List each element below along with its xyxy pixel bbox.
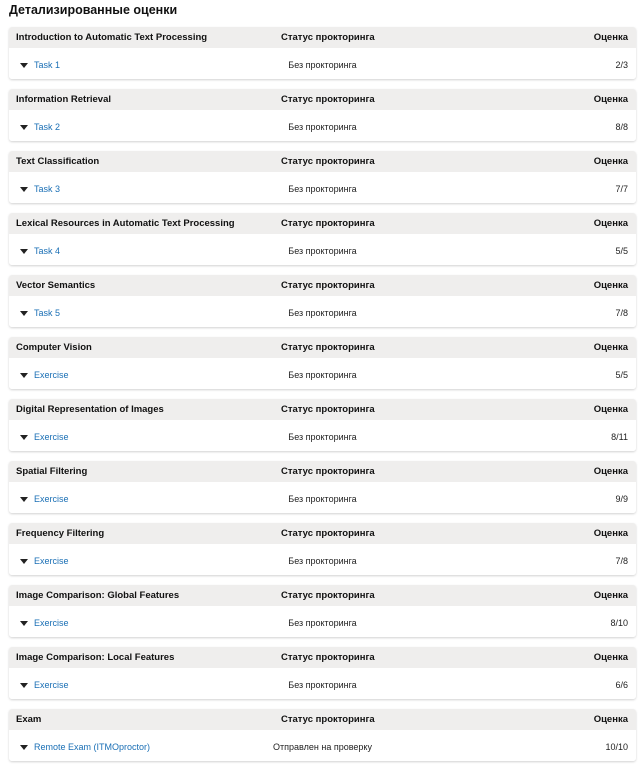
grade-column-header: Оценка — [593, 528, 628, 539]
proctoring-status: Без прокторинга — [288, 618, 357, 628]
grade-column-header: Оценка — [593, 714, 628, 725]
task-link[interactable]: Exercise — [34, 370, 69, 380]
grade-value: 8/11 — [611, 432, 628, 442]
task-row — [9, 358, 636, 389]
status-column-header: Статус прокторинга — [281, 94, 375, 105]
proctoring-status: Без прокторинга — [288, 60, 357, 70]
grade-section — [9, 275, 636, 327]
grade-section — [9, 151, 636, 203]
task-toggle[interactable] — [20, 308, 60, 318]
grade-section — [9, 461, 636, 513]
grade-column-header: Оценка — [593, 94, 628, 105]
section-header — [9, 709, 636, 730]
grade-section — [9, 647, 636, 699]
grade-value: 5/5 — [615, 370, 628, 380]
proctoring-status: Без прокторинга — [288, 184, 357, 194]
grade-column-header: Оценка — [593, 590, 628, 601]
section-title: Frequency Filtering — [16, 528, 105, 539]
proctoring-status: Без прокторинга — [288, 246, 357, 256]
grade-section — [9, 27, 636, 79]
task-link[interactable]: Task 3 — [34, 184, 61, 194]
status-column-header: Статус прокторинга — [281, 714, 375, 725]
grade-section — [9, 709, 636, 761]
task-link[interactable]: Task 1 — [34, 60, 61, 70]
page-title: Детализированные оценки — [9, 3, 178, 17]
task-link[interactable]: Remote Exam (ITMOproctor) — [34, 742, 151, 752]
caret-down-icon — [20, 497, 28, 502]
grade-value: 8/10 — [610, 618, 628, 628]
grade-value: 7/8 — [615, 556, 628, 566]
status-column-header: Статус прокторинга — [281, 280, 375, 291]
task-toggle[interactable] — [20, 370, 69, 380]
grade-value: 5/5 — [615, 246, 628, 256]
section-title: Image Comparison: Global Features — [16, 590, 180, 601]
grade-value: 2/3 — [615, 60, 628, 70]
proctoring-status: Без прокторинга — [288, 556, 357, 566]
grade-column-header: Оценка — [593, 280, 628, 291]
task-toggle[interactable] — [20, 618, 69, 628]
status-column-header: Статус прокторинга — [281, 342, 375, 353]
section-title: Text Classification — [16, 156, 100, 167]
task-toggle[interactable] — [20, 246, 60, 256]
section-title: Exam — [16, 714, 42, 725]
grade-value: 7/7 — [615, 184, 628, 194]
proctoring-status: Без прокторинга — [288, 494, 357, 504]
task-toggle[interactable] — [20, 742, 150, 752]
section-title: Image Comparison: Local Features — [16, 652, 175, 663]
status-column-header: Статус прокторинга — [281, 32, 375, 43]
task-toggle[interactable] — [20, 494, 69, 504]
grade-column-header: Оценка — [593, 156, 628, 167]
caret-down-icon — [20, 187, 28, 192]
caret-down-icon — [20, 435, 28, 440]
status-column-header: Статус прокторинга — [281, 652, 375, 663]
caret-down-icon — [20, 373, 28, 378]
task-toggle[interactable] — [20, 184, 60, 194]
grade-value: 9/9 — [615, 494, 628, 504]
section-title: Introduction to Automatic Text Processing — [16, 32, 208, 43]
status-column-header: Статус прокторинга — [281, 590, 375, 601]
proctoring-status: Без прокторинга — [288, 122, 357, 132]
task-link[interactable]: Exercise — [34, 618, 69, 628]
task-toggle[interactable] — [20, 60, 60, 70]
grade-section — [9, 585, 636, 637]
status-column-header: Статус прокторинга — [281, 404, 375, 415]
proctoring-status: Без прокторинга — [288, 308, 357, 318]
task-row — [9, 420, 636, 451]
section-title: Spatial Filtering — [16, 466, 88, 477]
task-row — [9, 296, 636, 327]
task-link[interactable]: Task 2 — [34, 122, 61, 132]
task-link[interactable]: Exercise — [34, 432, 69, 442]
section-header — [9, 647, 636, 668]
grade-value: 6/6 — [615, 680, 628, 690]
task-row — [9, 606, 636, 637]
grade-value: 7/8 — [615, 308, 628, 318]
grade-section — [9, 337, 636, 389]
task-row — [9, 172, 636, 203]
status-column-header: Статус прокторинга — [281, 156, 375, 167]
section-title: Computer Vision — [16, 342, 92, 353]
task-link[interactable]: Exercise — [34, 680, 69, 690]
section-header — [9, 275, 636, 296]
grade-section — [9, 213, 636, 265]
section-title: Information Retrieval — [16, 94, 112, 105]
grade-column-header: Оценка — [593, 218, 628, 229]
task-row — [9, 668, 636, 699]
caret-down-icon — [20, 311, 28, 316]
status-column-header: Статус прокторинга — [281, 528, 375, 539]
caret-down-icon — [20, 683, 28, 688]
grade-column-header: Оценка — [593, 404, 628, 415]
section-header — [9, 461, 636, 482]
section-header — [9, 337, 636, 358]
caret-down-icon — [20, 559, 28, 564]
task-link[interactable]: Exercise — [34, 494, 69, 504]
grade-column-header: Оценка — [593, 342, 628, 353]
status-column-header: Статус прокторинга — [281, 466, 375, 477]
caret-down-icon — [20, 249, 28, 254]
grade-column-header: Оценка — [593, 652, 628, 663]
task-link[interactable]: Task 4 — [34, 246, 61, 256]
task-row — [9, 110, 636, 141]
section-header — [9, 213, 636, 234]
grade-value: 10/10 — [605, 742, 628, 752]
caret-down-icon — [20, 63, 28, 68]
grade-section — [9, 89, 636, 141]
task-row — [9, 544, 636, 575]
caret-down-icon — [20, 745, 28, 750]
proctoring-status: Без прокторинга — [288, 680, 357, 690]
proctoring-status: Отправлен на проверку — [273, 742, 372, 752]
grade-column-header: Оценка — [593, 32, 628, 43]
grade-section — [9, 399, 636, 451]
status-column-header: Статус прокторинга — [281, 218, 375, 229]
section-header — [9, 585, 636, 606]
section-header — [9, 89, 636, 110]
caret-down-icon — [20, 621, 28, 626]
task-row — [9, 730, 636, 761]
proctoring-status: Без прокторинга — [288, 370, 357, 380]
section-header — [9, 151, 636, 172]
section-title: Lexical Resources in Automatic Text Processing — [16, 218, 235, 229]
section-header — [9, 27, 636, 48]
task-row — [9, 234, 636, 265]
grade-column-header: Оценка — [593, 466, 628, 477]
task-link[interactable]: Task 5 — [34, 308, 61, 318]
task-toggle[interactable] — [20, 556, 69, 566]
grade-value: 8/8 — [615, 122, 628, 132]
task-link[interactable]: Exercise — [34, 556, 69, 566]
grade-section — [9, 523, 636, 575]
task-toggle[interactable] — [20, 680, 69, 690]
task-toggle[interactable] — [20, 122, 60, 132]
task-toggle[interactable] — [20, 432, 69, 442]
section-header — [9, 523, 636, 544]
section-header — [9, 399, 636, 420]
task-row — [9, 482, 636, 513]
section-title: Digital Representation of Images — [16, 404, 164, 415]
section-title: Vector Semantics — [16, 280, 96, 291]
caret-down-icon — [20, 125, 28, 130]
grade-sections — [9, 27, 636, 771]
proctoring-status: Без прокторинга — [288, 432, 357, 442]
task-row — [9, 48, 636, 79]
